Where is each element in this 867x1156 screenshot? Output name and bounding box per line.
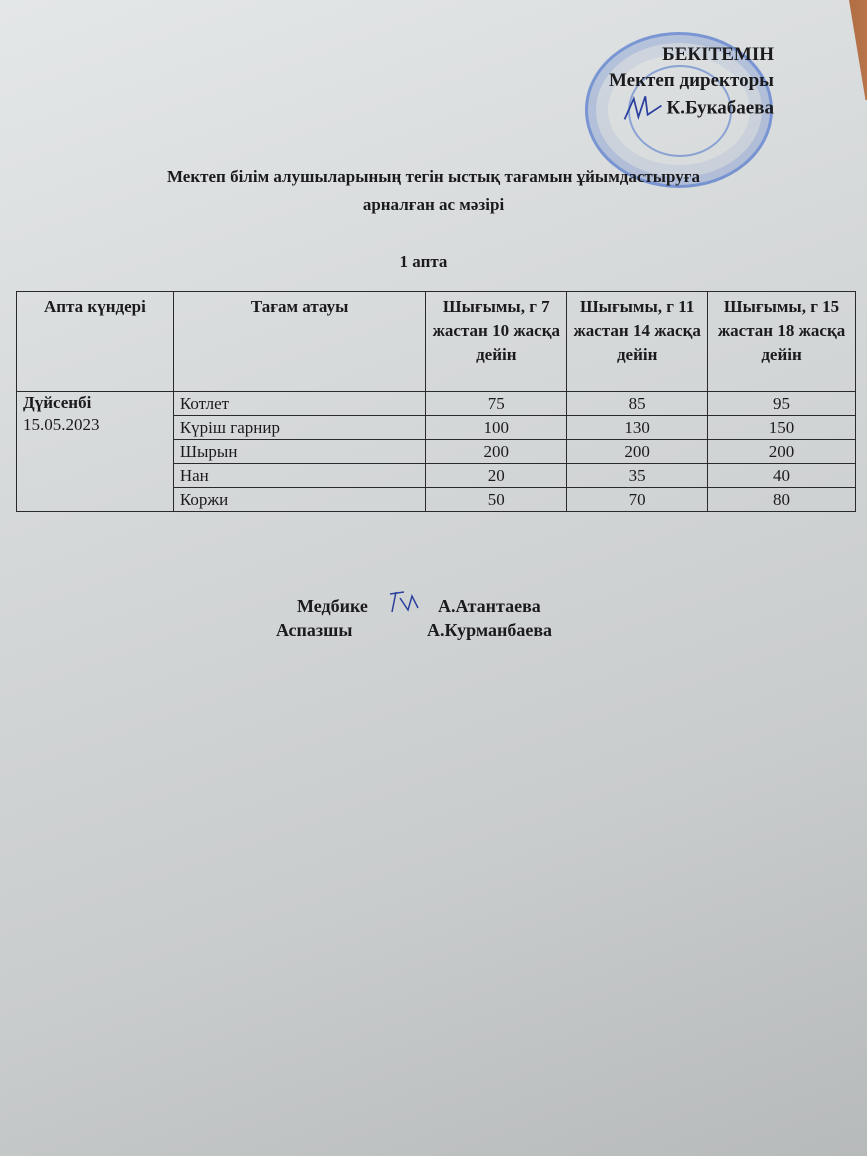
header-yield-15-18: Шығымы, г 15 жастан 18 жасқа дейін <box>708 292 856 392</box>
yield-11-14: 85 <box>567 392 708 416</box>
yield-7-10: 100 <box>426 416 567 440</box>
yield-15-18: 80 <box>708 488 856 512</box>
yield-15-18: 150 <box>708 416 856 440</box>
week-label: 1 апта <box>399 252 448 271</box>
menu-table <box>16 291 856 512</box>
nurse-signature-row <box>0 594 867 618</box>
nurse-signature-icon <box>386 588 422 614</box>
table-header-row <box>17 292 856 392</box>
table-row <box>17 392 856 416</box>
approval-block <box>609 42 774 124</box>
cook-role: Аспазшы <box>276 620 353 640</box>
dish-name: Котлет <box>173 392 426 416</box>
yield-15-18: 95 <box>708 392 856 416</box>
signatures-block <box>0 594 867 642</box>
yield-7-10: 200 <box>426 440 567 464</box>
director-signature-icon <box>618 94 668 124</box>
yield-7-10: 20 <box>426 464 567 488</box>
yield-11-14: 130 <box>567 416 708 440</box>
nurse-role: Медбике <box>297 596 368 616</box>
yield-15-18: 200 <box>708 440 856 464</box>
day-date: 15.05.2023 <box>23 415 100 434</box>
yield-11-14: 35 <box>567 464 708 488</box>
header-yield-11-14: Шығымы, г 11 жастан 14 жасқа дейін <box>567 292 708 392</box>
yield-15-18: 40 <box>708 464 856 488</box>
yield-7-10: 50 <box>426 488 567 512</box>
day-name: Дүйсенбі <box>23 393 92 412</box>
yield-11-14: 200 <box>567 440 708 464</box>
cook-signature-row <box>0 618 867 642</box>
dish-name: Нан <box>173 464 426 488</box>
director-name: К.Букабаева <box>609 94 774 124</box>
cook-name: А.Курманбаева <box>427 620 553 640</box>
approve-label: БЕКІТЕМІН <box>662 44 774 65</box>
dish-name: Коржи <box>173 488 426 512</box>
table-surface-edge <box>837 0 867 100</box>
dish-name: Күріш гарнир <box>173 416 426 440</box>
title-line-2: арналған ас мәзірі <box>362 195 505 214</box>
yield-11-14: 70 <box>567 488 708 512</box>
header-dish: Тағам атауы <box>173 292 426 392</box>
header-yield-7-10: Шығымы, г 7 жастан 10 жасқа дейін <box>426 292 567 392</box>
document-title <box>0 163 867 219</box>
day-cell <box>17 392 174 512</box>
title-line-1: Мектеп білім алушыларының тегін ыстық тағамын ұйымдастыруға <box>166 167 701 186</box>
dish-name: Шырын <box>173 440 426 464</box>
header-weekday: Апта күндері <box>17 292 174 392</box>
director-position: Мектеп директоры <box>608 70 774 91</box>
nurse-name: А.Атантаева <box>438 596 541 616</box>
yield-7-10: 75 <box>426 392 567 416</box>
